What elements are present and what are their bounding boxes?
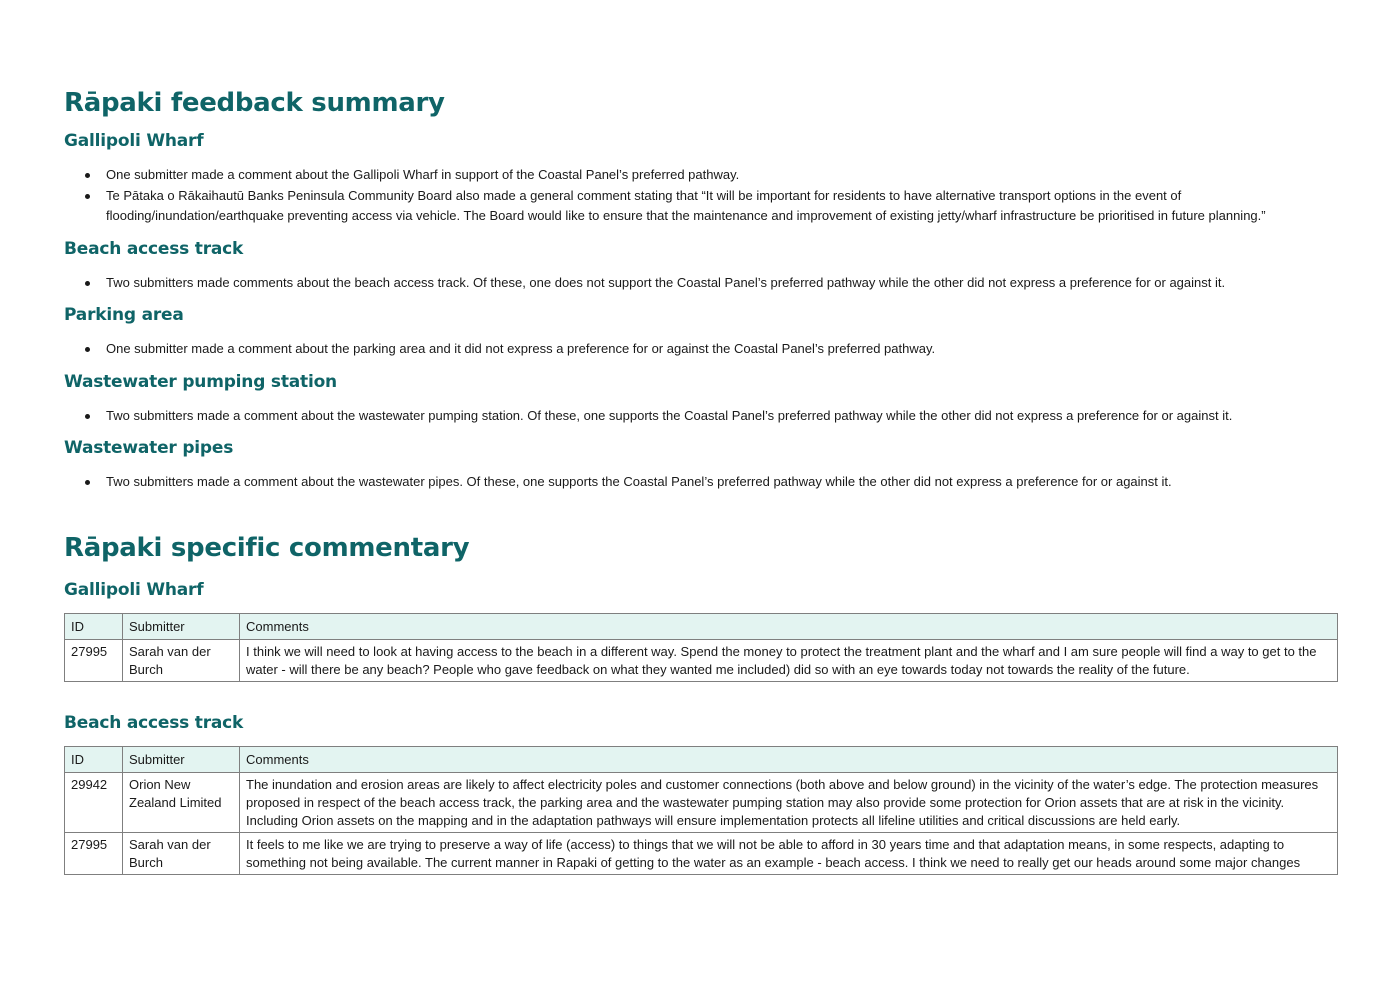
cell-submitter: Orion New Zealand Limited: [123, 772, 240, 832]
bullet-item: One submitter made a comment about the Gallipoli Wharf in support of the Coastal Panel’s preferred pathway.: [106, 165, 1338, 186]
column-header-submitter: Submitter: [123, 746, 240, 772]
comments-table-gallipoli-wharf: [64, 613, 1338, 682]
cell-id: 27995: [65, 832, 123, 874]
cell-id: 29942: [65, 772, 123, 832]
bullet-item: One submitter made a comment about the parking area and it did not express a preference for or against the Coastal Panel’s preferred pathway.: [106, 339, 1338, 360]
section-heading: Beach access track: [64, 238, 244, 259]
table-row: [65, 772, 1338, 832]
summary-section-wastewater-pumping-station: [64, 369, 1338, 427]
bullet-item: Two submitters made comments about the beach access track. Of these, one does not support the Coastal Panel’s preferred pathway while the other did not express a preference for or against it.: [106, 273, 1338, 294]
bullet-list: [64, 339, 1338, 360]
table-row: [65, 639, 1338, 681]
column-header-comments: Comments: [240, 746, 1338, 772]
cell-comment: The inundation and erosion areas are likely to affect electricity poles and customer connections (both above and below ground) in the vicinity of the water’s edge. The protection measures proposed in respect of the beach access track, the parking area and the wastewater pumping station may also provide some protection for Orion assets that are at risk in the vicinity. Including Orion assets on the mapping and in the adaptation pathways will ensure implementation protects all lifeline utilities and critical discussions are held early.: [240, 772, 1338, 832]
table-header-row: [65, 613, 1338, 639]
cell-submitter: Sarah van der Burch: [123, 832, 240, 874]
table-header-row: [65, 746, 1338, 772]
bullet-list: [64, 273, 1338, 294]
cell-id: 27995: [65, 639, 123, 681]
column-header-submitter: Submitter: [123, 613, 240, 639]
cell-comment: I think we will need to look at having access to the beach in a different way. Spend the money to protect the treatment plant and the wharf and I am sure people will find a way to get to the water - will there be any beach? People who gave feedback on what they wanted me included) did so with an eye towards today not towards the reality of the future.: [240, 639, 1338, 681]
bullet-item: Two submitters made a comment about the wastewater pipes. Of these, one supports the Coastal Panel’s preferred pathway while the other did not express a preference for or against it.: [106, 472, 1338, 493]
column-header-id: ID: [65, 613, 123, 639]
section-heading: Gallipoli Wharf: [64, 131, 204, 151]
table-row: [65, 832, 1338, 874]
section-heading: Wastewater pumping station: [64, 371, 337, 392]
bullet-list: [64, 165, 1338, 227]
bullet-list: [64, 406, 1338, 427]
column-header-comments: Comments: [240, 613, 1338, 639]
cell-submitter: Sarah van der Burch: [123, 639, 240, 681]
page-content: [64, 84, 1338, 875]
summary-section-parking-area: [64, 302, 1338, 360]
summary-section-gallipoli-wharf: [64, 128, 1338, 227]
bullet-list: [64, 472, 1338, 493]
commentary-title: Rāpaki specific commentary: [64, 532, 470, 563]
summary-section-wastewater-pipes: [64, 435, 1338, 493]
section-heading: Wastewater pipes: [64, 438, 234, 458]
summary-section-beach-access-track: [64, 236, 1338, 294]
column-header-id: ID: [65, 746, 123, 772]
table-heading-beach-access-track: Beach access track: [64, 712, 244, 733]
comments-table-beach-access-track: [64, 746, 1338, 875]
bullet-item: Two submitters made a comment about the wastewater pumping station. Of these, one supports the Coastal Panel’s preferred pathway while the other did not express a preference for or against it.: [106, 406, 1338, 427]
summary-title: Rāpaki feedback summary: [64, 88, 445, 118]
table-heading-gallipoli-wharf: Gallipoli Wharf: [64, 579, 204, 600]
bullet-item: Te Pātaka o Rākaihautū Banks Peninsula Community Board also made a general comment stating that “It will be important for residents to have alternative transport options in the event of flooding/inundation/earthquake preventing access via vehicle. The Board would like to ensure that the maintenance and improvement of existing jetty/wharf infrastructure be prioritised in future planning.”: [106, 186, 1338, 227]
section-heading: Parking area: [64, 305, 184, 325]
cell-comment: It feels to me like we are trying to preserve a way of life (access) to things that we will not be able to afford in 30 years time and that adaptation means, in some respects, adapting to something not being available. The current manner in Rapaki of getting to the water as an example - beach access. I think we need to really get our heads around some major changes: [240, 832, 1338, 874]
